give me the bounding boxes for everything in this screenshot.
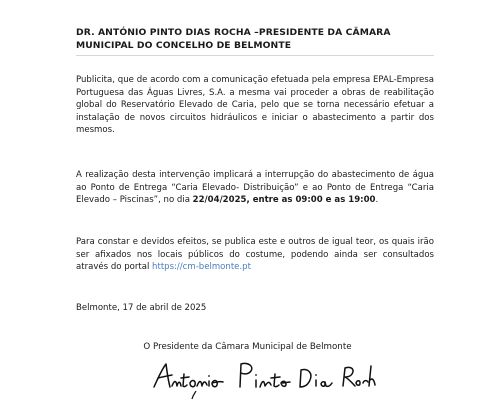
paragraph-publication	[76, 236, 434, 274]
handwritten-signature	[150, 356, 380, 400]
interruption-date-time: 22/04/2025, entre as 09:00 e as 19:00	[192, 195, 376, 205]
interruption-text-end: .	[375, 195, 379, 205]
paragraph-announcement: Publicita, que de acordo com a comunicação efetuada pela empresa EPAL-Empresa Portuguesa das Águas Livres, S.A. a mesma vai proceder a obras de reabilitação global do Reservatório Elevado de Caria, pelo que se torna necessário efetuar a instalação de novos circuitos hidráulicos e iniciar o abastecimento a partir dos mesmos.	[76, 75, 434, 135]
document-title: DR. ANTÓNIO PINTO DIAS ROCHA –PRESIDENTE DA CÂMARA MUNICIPAL DO CONCELHO DE BELMONTE	[76, 27, 391, 51]
place-date: Belmonte, 17 de abril de 2025	[76, 303, 207, 313]
portal-link[interactable]: https://cm-belmonte.pt	[152, 262, 251, 272]
publication-text: Para constar e devidos efeitos, se publica este e outros de igual teor, os quais irão ser afixados nos locais públicos do costume, podendo ainda ser consultados através do portal	[76, 237, 434, 272]
title-divider	[76, 55, 434, 56]
closing-line: O Presidente da Câmara Municipal de Belmonte	[143, 342, 352, 352]
paragraph-interruption	[76, 169, 434, 207]
interruption-text: A realização desta intervenção implicará a interrupção do abastecimento de água ao Ponto de Entrega “Caria Elevado- Distribuição” e ao Ponto de Entrega “Caria Elevado – Piscinas”, no dia	[76, 170, 434, 205]
